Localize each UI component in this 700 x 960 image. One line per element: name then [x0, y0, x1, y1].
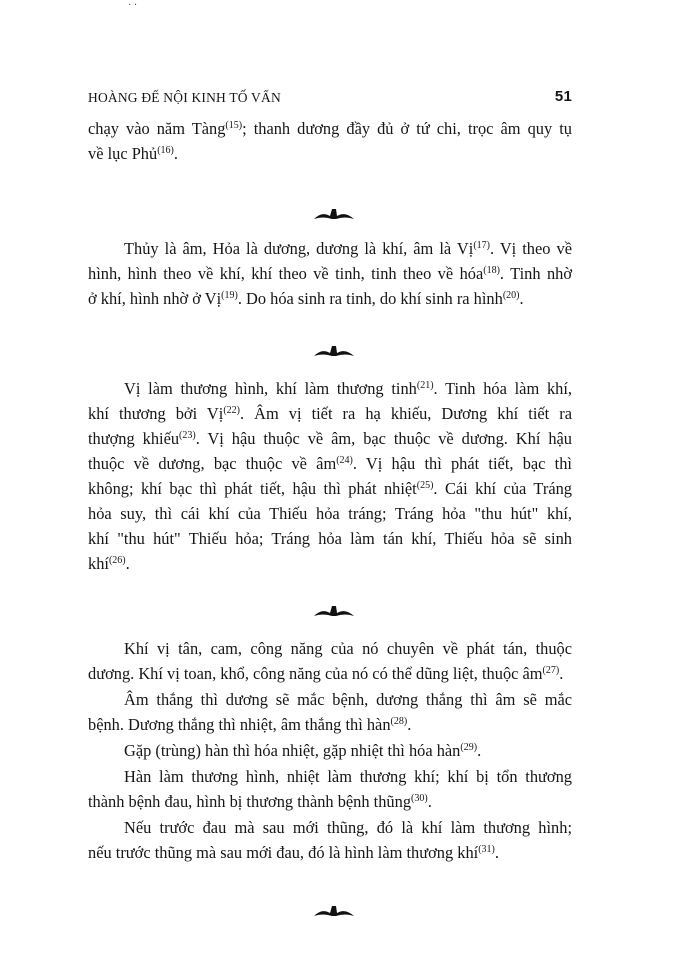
ornament-divider-icon: [312, 604, 356, 618]
text-run: ở khí, hình nhờ ở Vị: [88, 289, 222, 308]
footnote-ref: (25): [416, 480, 434, 491]
text-line: [88, 401, 572, 426]
text-run: . Vị theo về: [489, 239, 572, 258]
text-run: về lục Phủ: [88, 144, 158, 163]
text-section: [88, 376, 572, 577]
text-run: .: [477, 741, 482, 760]
text-run: khí: [88, 554, 109, 573]
text-section: [88, 236, 572, 312]
text-section: [88, 116, 572, 167]
paragraph: [88, 376, 572, 576]
text-run: chạy vào năm Tàng: [88, 119, 226, 138]
text-run: . Do hóa sinh ra tinh, do khí sinh ra hình: [237, 289, 503, 308]
text-line: [88, 712, 572, 737]
text-run: .: [427, 792, 432, 811]
text-run: . Tinh hóa làm khí,: [433, 379, 572, 398]
text-line: [88, 526, 572, 551]
paragraph: [88, 687, 572, 737]
text-line: [88, 687, 572, 712]
text-run: hỏa suy, thì cái khí của Thiếu hỏa tráng; Tráng hỏa "thu hút" khí,: [88, 504, 572, 523]
text-line: [88, 261, 572, 286]
paragraph: [88, 116, 572, 166]
text-run: . Âm vị tiết ra hạ khiếu, Dương khí tiết ra: [239, 404, 572, 423]
text-run: Nếu trước đau mà sau mới thũng, đó là khí làm thương hình;: [124, 818, 572, 837]
text-line: [88, 476, 572, 501]
footnote-ref: (16): [157, 145, 174, 156]
footnote-ref: (17): [473, 240, 490, 251]
text-line: [88, 286, 572, 311]
text-line: [88, 764, 572, 789]
text-line: [88, 426, 572, 451]
footnote-ref: (18): [483, 265, 500, 276]
text-run: .: [407, 715, 412, 734]
text-run: thượng khiếu: [88, 429, 180, 448]
text-line: [88, 236, 572, 261]
text-section: [88, 636, 572, 866]
text-run: . Tinh nhờ: [499, 264, 573, 283]
footnote-ref: (31): [478, 844, 495, 855]
footnote-ref: (29): [460, 742, 478, 753]
text-run: khí "thu hút" Thiếu hỏa; Tráng hỏa làm tán khí, Thiếu hỏa sẽ sinh: [88, 529, 572, 548]
text-run: Vị làm thương hình, khí làm thương tinh: [124, 379, 417, 398]
book-title: HOÀNG ĐẾ NỘI KINH TỐ VẤN: [88, 90, 281, 105]
text-run: ; thanh dương đầy đủ ở tứ chi, trọc âm quy tụ: [242, 119, 573, 138]
text-run: hình, hình theo về khí, khí theo về tinh, tinh theo về hóa: [88, 264, 484, 283]
text-line: [88, 141, 572, 166]
text-line: [88, 116, 572, 141]
footnote-ref: (28): [390, 716, 408, 727]
text-line: [88, 789, 572, 814]
text-run: không; khí bạc thì phát tiết, hậu thì phát nhiệt: [88, 479, 417, 498]
ornament-divider-icon: [312, 207, 356, 221]
paragraph: [88, 738, 572, 763]
text-run: thuộc về dương, bạc thuộc về âm: [88, 454, 337, 473]
running-header: [88, 88, 572, 110]
footnote-ref: (20): [502, 290, 520, 301]
text-line: [88, 551, 572, 576]
text-run: . Cái khí của Tráng: [433, 479, 572, 498]
footnote-ref: (23): [179, 430, 196, 441]
footnote-ref: (15): [225, 120, 243, 131]
text-run: .: [559, 664, 564, 683]
footnote-ref: (24): [336, 455, 353, 466]
paragraph: [88, 815, 572, 865]
text-run: .: [125, 554, 130, 573]
text-run: .: [173, 144, 178, 163]
text-line: [88, 451, 572, 476]
text-line: [88, 376, 572, 401]
text-run: bệnh. Dương thắng thì nhiệt, âm thắng thì hàn: [88, 715, 391, 734]
page-number: 51: [554, 88, 572, 105]
text-run: Thủy là âm, Hỏa là dương, dương là khí, âm là Vị: [124, 239, 474, 258]
text-line: [88, 501, 572, 526]
text-line: [88, 636, 572, 661]
text-run: . Vị hậu thuộc về âm, bạc thuộc về dương. Khí hậu: [195, 429, 572, 448]
scan-marks: · ·: [128, 0, 138, 11]
text-run: nếu trước thũng mà sau mới đau, đó là hình làm thương khí: [88, 843, 479, 862]
footnote-ref: (30): [411, 793, 428, 804]
ornament-divider-icon: [312, 344, 356, 358]
text-line: [88, 661, 572, 686]
paragraph: [88, 236, 572, 311]
text-run: Âm thắng thì dương sẽ mắc bệnh, dương thắng thì âm sẽ mắc: [124, 690, 572, 709]
text-run: dương. Khí vị toan, khổ, công năng của nó có thể dũng liệt, thuộc âm: [88, 664, 543, 683]
text-run: Khí vị tân, cam, công năng của nó chuyên về phát tán, thuộc: [124, 639, 572, 658]
text-run: Hàn làm thương hình, nhiệt làm thương khí; khí bị tổn thương: [124, 767, 572, 786]
text-run: .: [494, 843, 499, 862]
text-line: [88, 815, 572, 840]
footnote-ref: (22): [223, 405, 240, 416]
footnote-ref: (19): [221, 290, 238, 301]
text-line: [88, 840, 572, 865]
text-line: [88, 738, 572, 763]
footnote-ref: (27): [542, 665, 560, 676]
text-run: Gặp (trùng) hàn thì hóa nhiệt, gặp nhiệt thì hóa hàn: [124, 741, 461, 760]
text-run: . Vị hậu thì phát tiết, bạc thì: [352, 454, 572, 473]
text-run: khí thương bởi Vị: [88, 404, 224, 423]
footnote-ref: (26): [108, 555, 126, 566]
paragraph: [88, 764, 572, 814]
ornament-divider-icon: [312, 904, 356, 918]
text-run: thành bệnh đau, hình bị thương thành bệnh thũng: [88, 792, 412, 811]
footnote-ref: (21): [416, 380, 434, 391]
text-run: .: [519, 289, 524, 308]
paragraph: [88, 636, 572, 686]
